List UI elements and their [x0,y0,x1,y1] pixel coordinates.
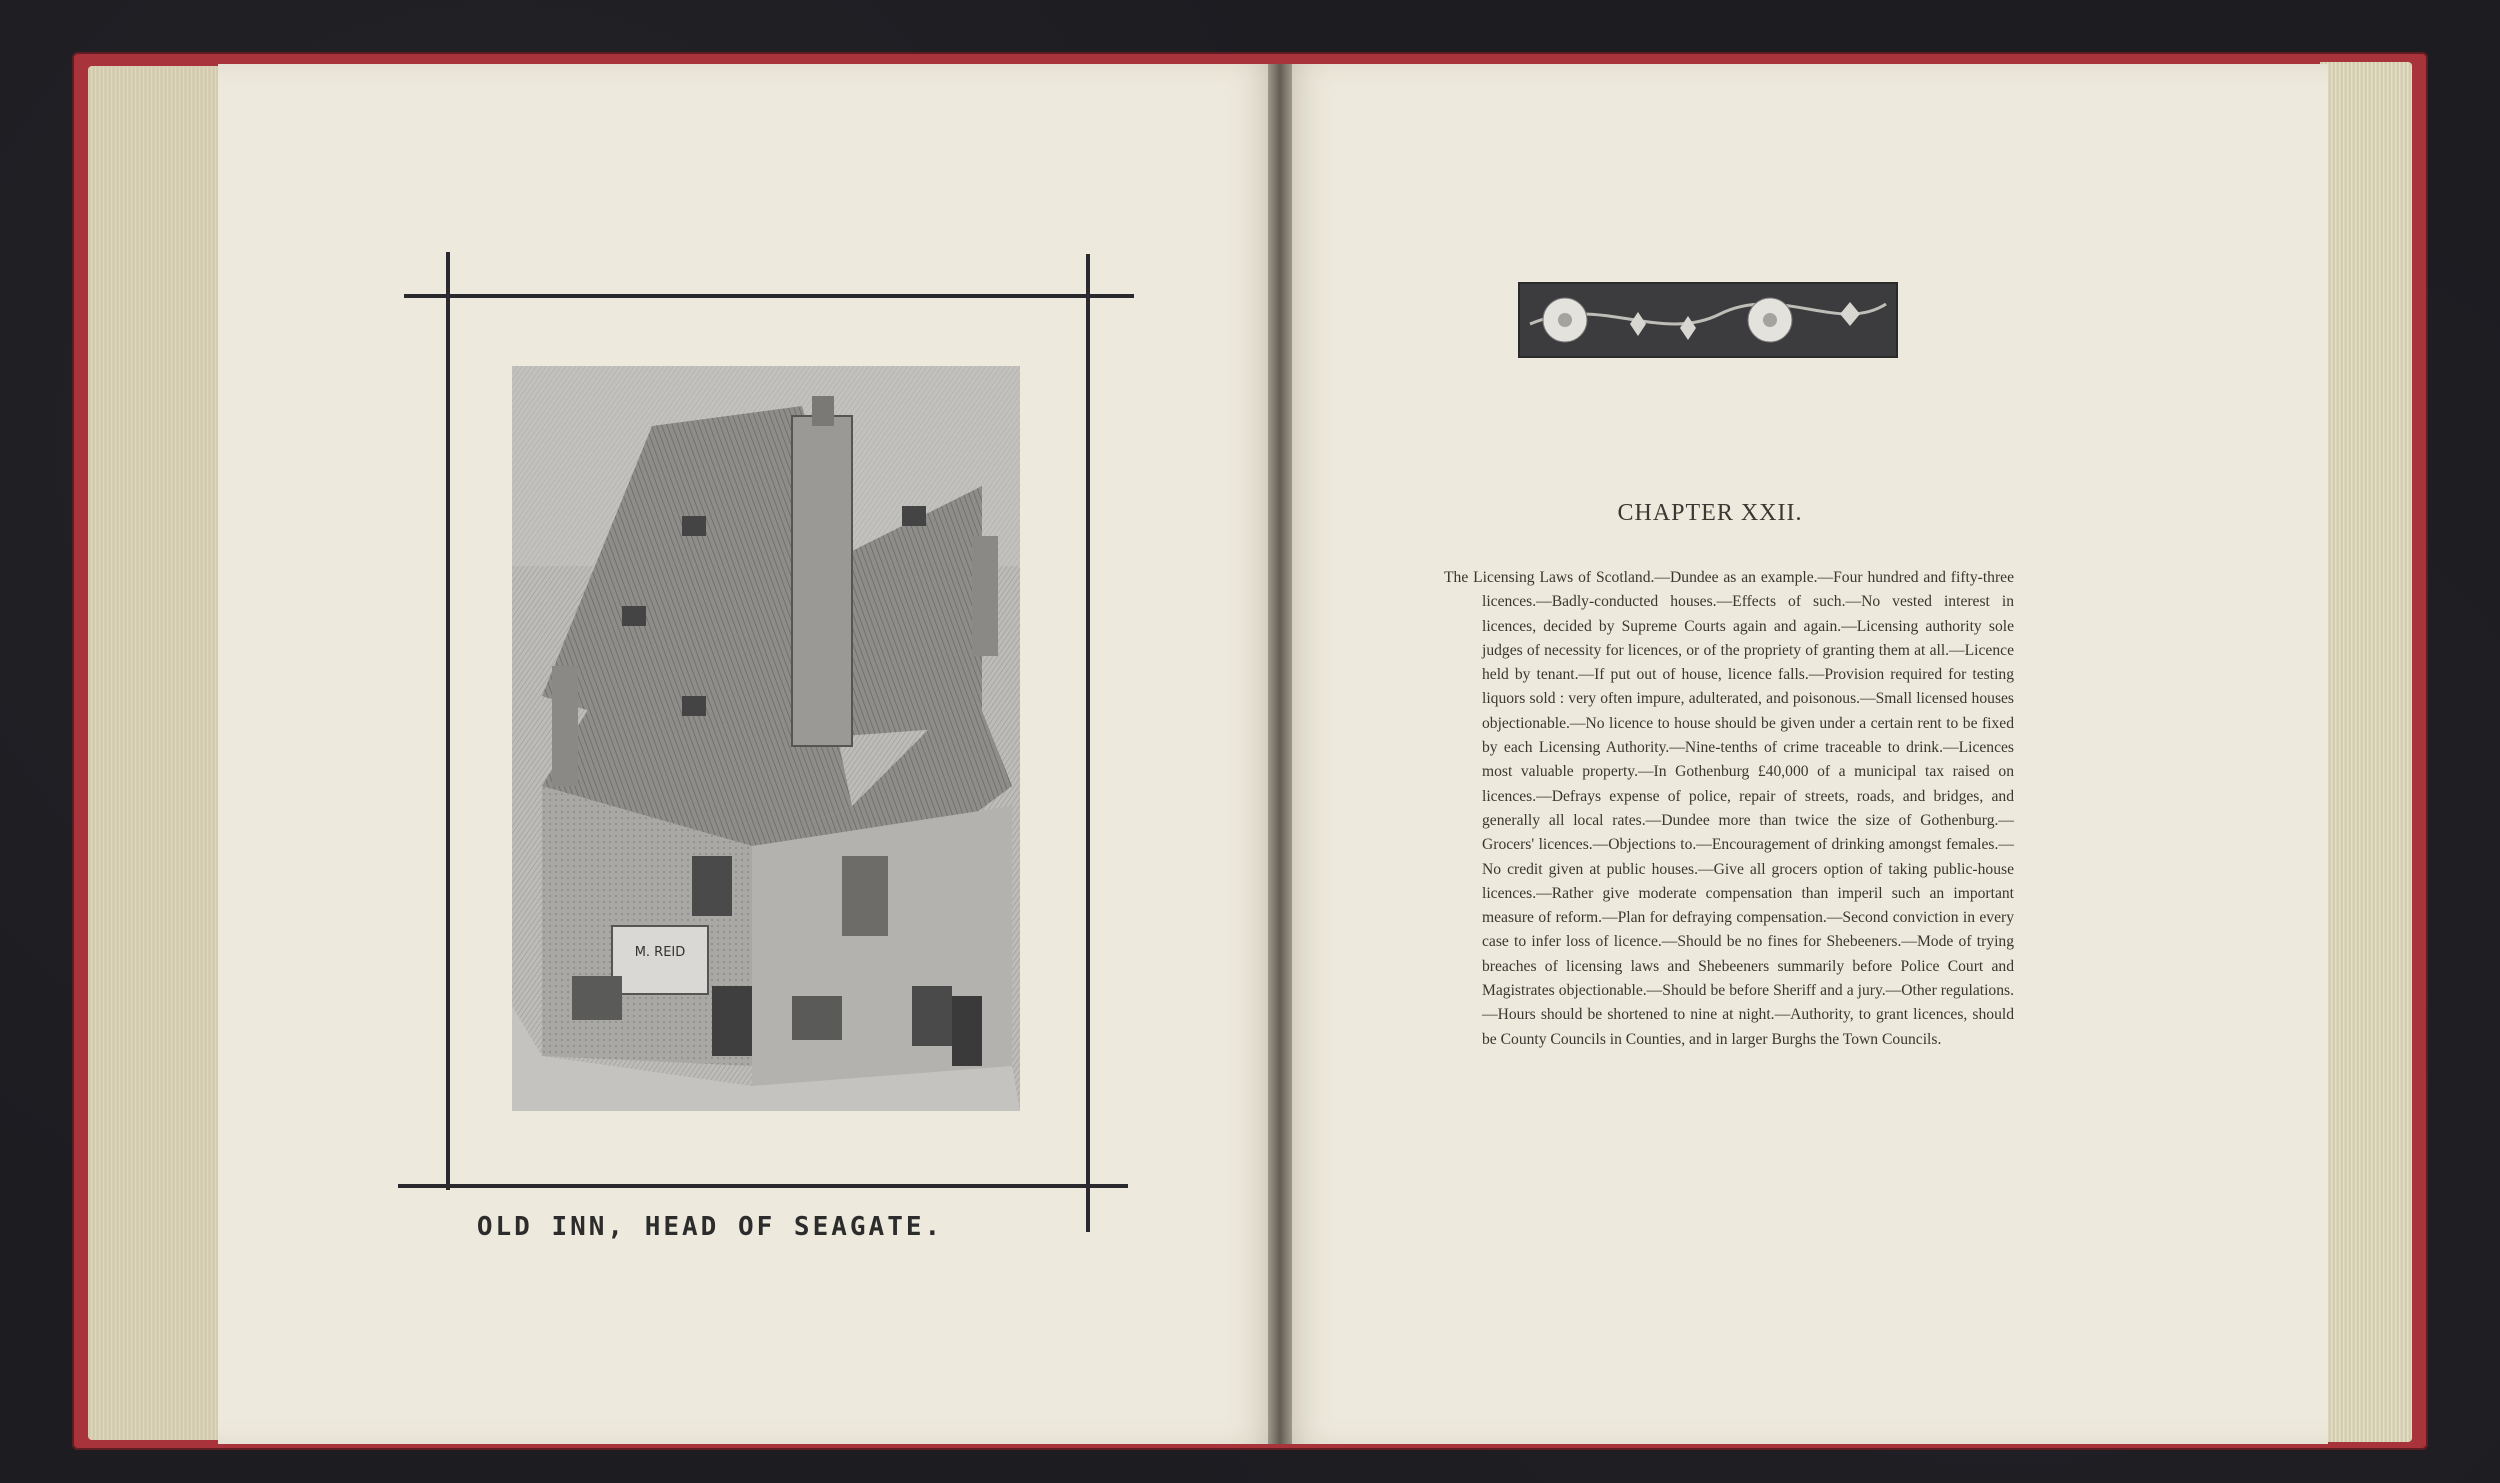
book-gutter [1268,64,1292,1444]
frame-top-rule [404,294,1134,298]
plate-caption: OLD INN, HEAD OF SEAGATE. [476,1212,944,1242]
chapter-synopsis: The Licensing Laws of Scotland.—Dundee as an example.—Four hundred and fifty-three licences.—Badly-conducted houses.—Effects of such.—No vested interest in licences, decided by Supreme Courts again and again.—Licensing authority sole judges of necessity for licences, or of the propriety of granting them at all.—Licence held by tenant.—If put out of house, licence falls.—Provision required for testing liquors sold : very often impure, adulterated, and poisonous.—Small licensed houses objectionable.—No licence to house should be given under a certain rent to be fixed by each Licensing Authority.—Nine-tenths of crime traceable to drink.—Licences most valuable property.—In Gothenburg £40,000 of a municipal tax raised on licences.—Defrays expense of police, repair of streets, roads, and bridges, and generally all local rates.—Dundee more than twice the size of Gothenburg.—Grocers' licences.—Objections to.—Encouragement of drinking amongst females.—No credit given at public houses.—Give all grocers option of taking public-house licences.—Rather give moderate compensation than imperil such an important measure of reform.—Plan for defraying compensation.—Second conviction in every case to infer loss of licence.—Should be no fines for Shebeeners.—Mode of trying breaches of licensing laws and Shebeeners summarily before Police Court and Magistrates objectionable.—Should be before Sheriff and a jury.—Other regulations.—Hours should be shortened to nine at night.—Authority, to grant licences, should be County Councils in Counties, and in larger Burghs the Town Councils. [1444,569,2014,1048]
right-page-edges [2320,62,2412,1442]
chapter-heading: CHAPTER XXII. [1617,500,1803,526]
plate-sign-text: M. REID [634,945,686,960]
engraving-old-inn [512,366,1020,1111]
frame-left-rule [446,252,450,1190]
frame-right-rule [1086,254,1090,1232]
left-page-edges [88,66,228,1440]
frame-bottom-rule [398,1184,1128,1188]
floral-ornament-headpiece [1518,282,1898,358]
